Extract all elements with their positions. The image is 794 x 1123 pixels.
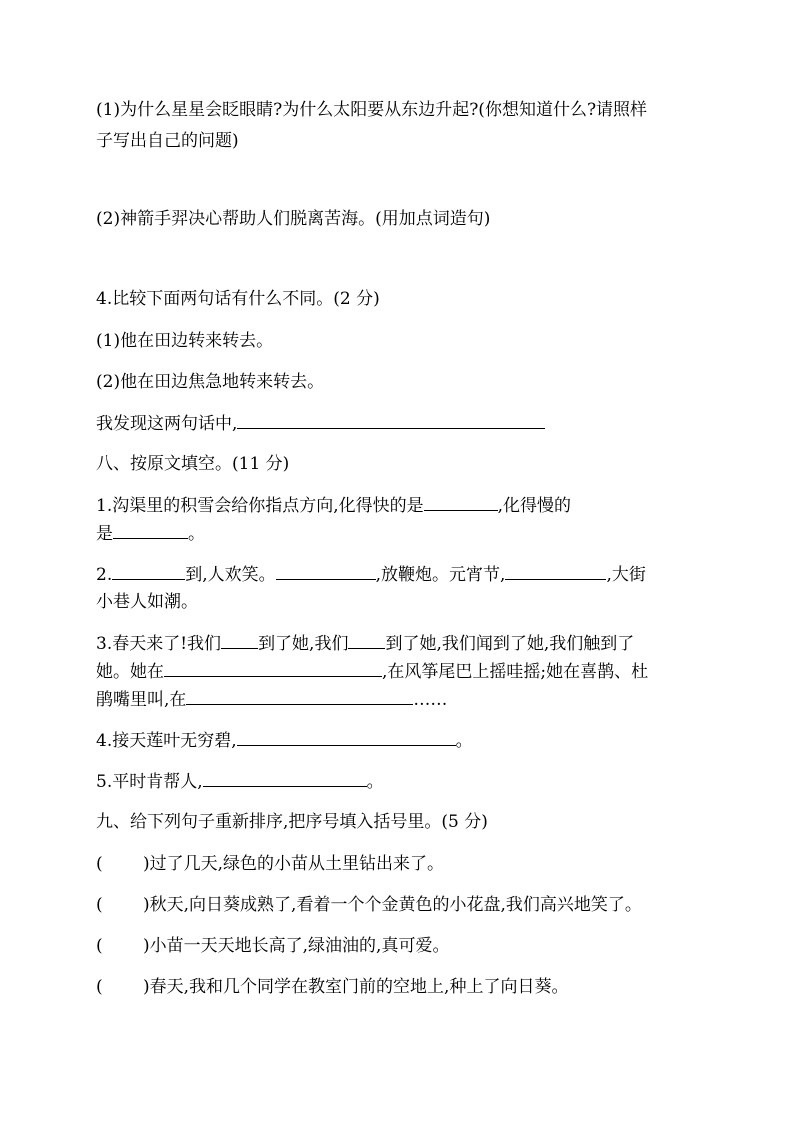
question-4-title: 4.比较下面两句话有什么不同。(2 分) (96, 289, 380, 309)
q3-text-g: …… (413, 690, 448, 710)
q5-text-a: 5.平时肯帮人, (96, 772, 203, 792)
order-bracket[interactable] (96, 853, 143, 875)
q5-text-b: 。 (366, 772, 384, 792)
section-8-q1-line-2 (96, 522, 205, 545)
ordering-item (96, 935, 449, 957)
ordering-sentence: 秋天,向日葵成熟了,看着一个个金黄色的小花盘,我们高兴地笑了。 (149, 895, 642, 915)
bracket-close: ) (143, 977, 150, 997)
bracket-open: ( (96, 895, 103, 915)
q2-text-a: 2. (96, 565, 113, 585)
question-7-item-2: (2)神箭手羿决心帮助人们脱离苦海。(用加点词造句) (96, 209, 491, 229)
q3-blank-2[interactable] (348, 632, 385, 649)
ordering-sentence: 小苗一天天地长高了,绿油油的,真可爱。 (149, 936, 450, 956)
order-bracket[interactable] (96, 894, 143, 916)
q2-blank-1[interactable] (112, 563, 185, 580)
q5-blank[interactable] (203, 770, 367, 787)
q2-text-d: ,大街 (606, 565, 646, 585)
section-8-q4 (96, 729, 473, 752)
ordering-item (96, 853, 444, 875)
question-4-finding (96, 412, 545, 435)
q3-text-d: 她。她在 (96, 662, 164, 682)
bracket-open: ( (96, 854, 103, 874)
q2-blank-2[interactable] (276, 563, 376, 580)
q4-text-b: 。 (455, 731, 473, 751)
bracket-open: ( (96, 977, 103, 997)
question-7-item-1-line-2: 子写出自己的问题) (96, 131, 239, 151)
ordering-item (96, 894, 642, 916)
q3-text-c: 到了她,我们闻到了她,我们触到了 (385, 634, 635, 654)
finding-label: 我发现这两句话中, (96, 414, 238, 434)
section-8-q1-line-1 (96, 494, 571, 517)
q1-blank-1[interactable] (424, 494, 498, 511)
section-8-q5 (96, 770, 384, 793)
question-4-sentence-2: (2)他在田边焦急地转来转去。 (96, 372, 325, 392)
bracket-close: ) (143, 895, 150, 915)
q3-text-b: 到了她,我们 (258, 634, 349, 654)
order-bracket[interactable] (96, 976, 143, 998)
q2-text-b: 到,人欢笑。 (185, 565, 276, 585)
bracket-open: ( (96, 936, 103, 956)
section-8-q2-line-1 (96, 563, 646, 586)
question-7-item-1-line-1: (1)为什么星星会眨眼睛?为什么太阳要从东边升起?(你想知道什么?请照样 (96, 100, 648, 120)
q3-text-f: 鹃嘴里叫,在 (96, 690, 187, 710)
q2-text-c: ,放鞭炮。元宵节, (375, 565, 506, 585)
section-9-title: 九、给下列句子重新排序,把序号填入括号里。(5 分) (96, 812, 488, 832)
q4-text-a: 4.接天莲叶无穷碧, (96, 731, 237, 751)
q1-text-d: 。 (188, 524, 205, 544)
ordering-sentence: 春天,我和几个同学在教室门前的空地上,种上了向日葵。 (149, 977, 569, 997)
bracket-close: ) (143, 936, 150, 956)
section-8-title: 八、按原文填空。(11 分) (96, 454, 290, 474)
q2-blank-3[interactable] (505, 563, 606, 580)
q4-blank[interactable] (237, 729, 456, 746)
finding-blank[interactable] (237, 412, 545, 429)
ordering-sentence: 过了几天,绿色的小苗从土里钻出来了。 (149, 854, 445, 874)
q1-blank-2[interactable] (113, 522, 188, 539)
order-bracket[interactable] (96, 935, 143, 957)
q1-text-a: 1.沟渠里的积雪会给你指点方向,化得快的是 (96, 496, 424, 516)
q1-text-c: 是 (96, 524, 113, 544)
section-8-q3-line-2 (96, 660, 648, 683)
section-8-q3-line-1 (96, 632, 634, 655)
q3-blank-1[interactable] (221, 632, 258, 649)
section-8-q3-line-3 (96, 688, 447, 711)
q3-text-e: ,在风筝尾巴上摇哇摇;她在喜鹊、杜 (382, 662, 649, 682)
section-8-q2-line-2: 小巷人如潮。 (96, 592, 198, 612)
q3-text-a: 3.春天来了!我们 (96, 634, 222, 654)
question-4-sentence-1: (1)他在田边转来转去。 (96, 331, 274, 351)
q1-text-b: ,化得慢的 (497, 496, 572, 516)
bracket-close: ) (143, 854, 150, 874)
ordering-item (96, 976, 568, 998)
q3-blank-3[interactable] (164, 660, 382, 677)
q3-blank-4[interactable] (186, 688, 413, 705)
